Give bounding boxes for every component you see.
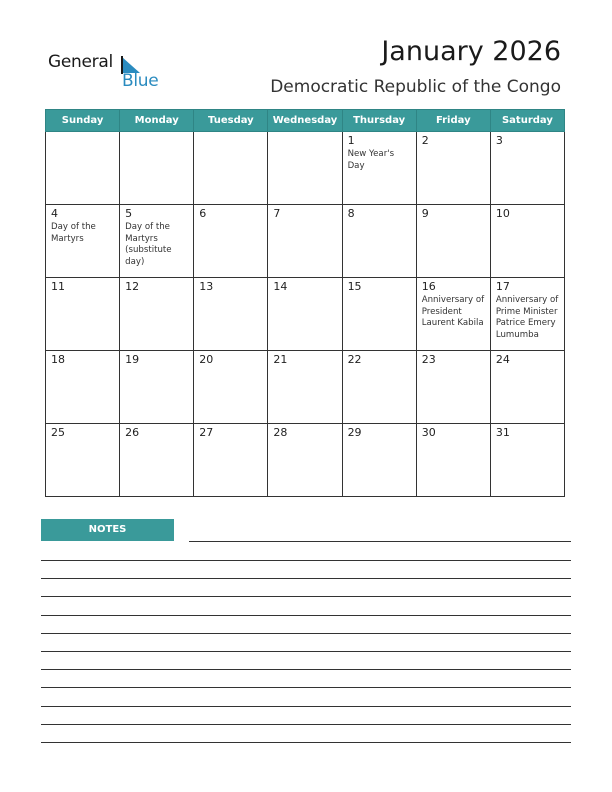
day-number: 26 — [125, 426, 140, 439]
day-cell — [194, 132, 268, 205]
brand-name-blue: Blue — [122, 71, 159, 91]
day-cell — [490, 351, 564, 424]
weekday-tuesday: Tuesday — [194, 110, 268, 132]
day-number: 13 — [199, 280, 214, 293]
day-number: 17 — [495, 280, 510, 293]
month-calendar — [45, 109, 565, 497]
weekday-monday: Monday — [120, 110, 194, 132]
country-subtitle: Democratic Republic of the Congo — [270, 77, 561, 97]
day-cell — [416, 351, 490, 424]
day-cell — [342, 278, 416, 351]
day-cell — [194, 278, 268, 351]
day-cell — [120, 205, 194, 278]
day-cell — [416, 132, 490, 205]
day-cell — [416, 424, 490, 497]
day-number: 19 — [125, 353, 140, 366]
day-number: 14 — [273, 280, 288, 293]
week-row — [46, 424, 565, 497]
day-number: 12 — [125, 280, 140, 293]
day-number: 4 — [51, 207, 58, 220]
day-cell — [490, 205, 564, 278]
day-cell — [46, 205, 120, 278]
day-number: 15 — [347, 280, 362, 293]
week-row — [46, 205, 565, 278]
weekday-saturday: Saturday — [490, 110, 564, 132]
calendar-body — [46, 132, 565, 497]
day-number: 24 — [495, 353, 510, 366]
holiday-label: Day of the Martyrs (substitute day) — [125, 222, 172, 267]
day-cell — [416, 278, 490, 351]
day-cell — [194, 424, 268, 497]
notes-label: NOTES — [41, 519, 174, 541]
note-line — [189, 541, 571, 542]
weekday-thursday: Thursday — [342, 110, 416, 132]
day-cell — [342, 351, 416, 424]
note-line — [41, 651, 571, 652]
day-cell — [342, 424, 416, 497]
note-line — [41, 633, 571, 634]
day-number: 5 — [125, 207, 133, 220]
day-cell — [194, 205, 268, 278]
note-line — [41, 724, 571, 725]
note-line — [41, 706, 571, 707]
weekday-wednesday: Wednesday — [268, 110, 342, 132]
day-number: 18 — [51, 353, 65, 366]
day-cell — [342, 132, 416, 205]
day-number: 29 — [347, 426, 362, 439]
day-number: 8 — [347, 207, 355, 220]
holiday-label: Anniversary of President Laurent Kabila — [421, 295, 485, 328]
week-row — [46, 351, 565, 424]
day-cell — [342, 205, 416, 278]
day-number: 6 — [199, 207, 207, 220]
day-cell — [490, 424, 564, 497]
day-number: 11 — [51, 280, 65, 293]
weekday-sunday: Sunday — [46, 110, 120, 132]
day-number: 27 — [199, 426, 214, 439]
day-cell — [46, 278, 120, 351]
day-cell — [416, 205, 490, 278]
note-line — [41, 578, 571, 579]
day-number: 16 — [421, 280, 436, 293]
note-line — [41, 596, 571, 597]
day-cell — [490, 278, 564, 351]
day-number: 25 — [51, 426, 65, 439]
day-number: 20 — [199, 353, 214, 366]
note-line — [41, 687, 571, 688]
day-cell — [120, 424, 194, 497]
day-cell — [120, 351, 194, 424]
brand-logo — [48, 52, 158, 92]
day-cell — [268, 205, 342, 278]
day-number: 30 — [421, 426, 436, 439]
brand-name-general: General — [48, 52, 113, 72]
weekday-header-row — [46, 110, 565, 132]
day-cell — [46, 351, 120, 424]
day-cell — [46, 424, 120, 497]
day-cell — [268, 424, 342, 497]
day-cell — [268, 132, 342, 205]
week-row — [46, 278, 565, 351]
day-cell — [120, 132, 194, 205]
day-cell — [490, 132, 564, 205]
day-number: 28 — [273, 426, 288, 439]
day-number: 7 — [273, 207, 281, 220]
note-line — [41, 669, 571, 670]
weekday-friday: Friday — [416, 110, 490, 132]
day-cell — [194, 351, 268, 424]
day-number: 1 — [347, 134, 355, 147]
day-number: 2 — [421, 134, 429, 147]
page-title: January 2026 — [381, 36, 561, 67]
day-number: 31 — [495, 426, 510, 439]
day-cell — [268, 278, 342, 351]
day-number: 22 — [347, 353, 362, 366]
day-cell — [120, 278, 194, 351]
holiday-label: Day of the Martyrs — [51, 222, 96, 244]
holiday-label: New Year's Day — [347, 149, 395, 171]
day-cell — [268, 351, 342, 424]
week-row — [46, 132, 565, 205]
day-number: 21 — [273, 353, 288, 366]
note-line — [41, 742, 571, 743]
holiday-label: Anniversary of Prime Minister Patrice Emery Lumumba — [495, 295, 559, 340]
day-cell — [46, 132, 120, 205]
day-number: 23 — [421, 353, 436, 366]
note-line — [41, 560, 571, 561]
day-number: 10 — [495, 207, 510, 220]
day-number: 9 — [421, 207, 429, 220]
day-number: 3 — [495, 134, 503, 147]
note-line — [41, 615, 571, 616]
